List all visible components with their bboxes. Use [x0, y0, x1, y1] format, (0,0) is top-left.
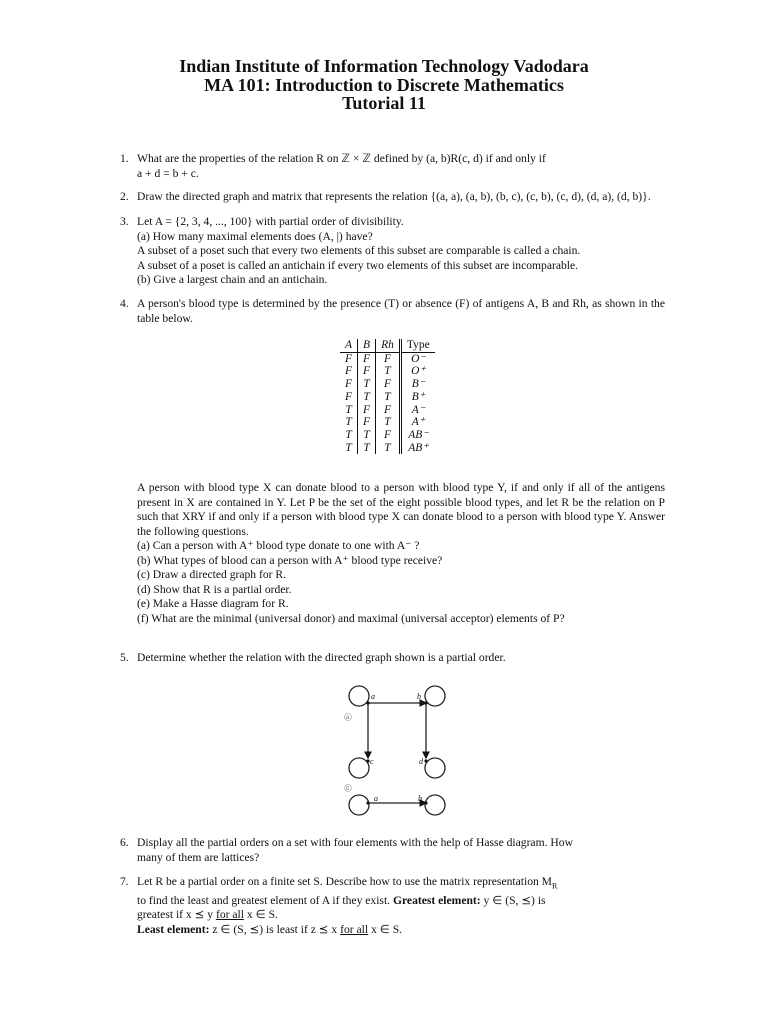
table-cell: AB⁺	[408, 441, 429, 454]
question-number: 1.	[120, 152, 129, 165]
question-number: 2.	[120, 190, 129, 203]
table-cell: T	[358, 378, 376, 391]
q7-line1: Let R be a partial order on a finite set S. Describe how to use the matrix representation M	[137, 875, 552, 888]
question-3	[120, 215, 665, 288]
q1-line2: a + d = b + c.	[137, 166, 199, 180]
q3-line3: A subset of a poset such that every two elements of this subset are comparable is called a chain.	[137, 244, 581, 257]
table-cell: A⁺	[411, 416, 425, 429]
least-element-label: Least element:	[137, 922, 210, 936]
course-title: MA 101: Introduction to Discrete Mathematics	[204, 75, 564, 95]
directed-graph-figure	[340, 680, 460, 825]
table-cell: T	[376, 365, 401, 378]
part-label-b: b	[346, 786, 350, 792]
table-cell: F	[358, 352, 376, 365]
q4-intro: A person's blood type is determined by the presence (T) or absence (F) of antigens A, B and Rh, as shown in the table below.	[137, 297, 665, 325]
table-cell: F	[358, 416, 376, 429]
question-1	[120, 152, 665, 181]
table-cell: F	[340, 378, 358, 391]
question-number: 7.	[120, 875, 129, 888]
node-label: d	[419, 757, 423, 766]
table-row	[340, 416, 435, 429]
table-cell: T	[340, 429, 358, 442]
part-label-a: a	[346, 715, 350, 721]
table-cell: T	[358, 442, 376, 455]
table-header: A	[340, 339, 358, 352]
loop-b	[425, 686, 445, 706]
loop-b2	[425, 795, 445, 815]
loop-d	[425, 758, 445, 778]
blood-type-table	[340, 339, 435, 454]
question-2	[120, 190, 745, 205]
q7-line3a: greatest if x ⪯ y	[137, 908, 214, 922]
q3-line5: (b) Give a largest chain and an antichain.	[137, 273, 328, 286]
table-cell: F	[340, 352, 358, 365]
node-label: b	[418, 794, 422, 803]
least-element-text: z ∈ (S, ⪯) is least if z ⪯ x	[212, 922, 338, 936]
q3-line1: Let A = {2, 3, 4, ..., 100} with partial order of divisibility.	[137, 215, 404, 228]
table-row	[340, 429, 435, 442]
table-cell: F	[358, 404, 376, 417]
q4-part-d: (d) Show that R is a partial order.	[137, 582, 292, 596]
table-cell: O⁺	[411, 365, 426, 378]
table-cell: F	[376, 404, 401, 417]
table-row	[340, 442, 435, 455]
table-row	[340, 352, 435, 365]
table-cell: F	[340, 365, 358, 378]
q6-line2: many of them are lattices?	[137, 850, 260, 864]
table-row	[340, 378, 435, 391]
question-4-body	[137, 481, 665, 626]
question-6	[120, 836, 665, 865]
table-cell: F	[358, 365, 376, 378]
q7-subscript: R	[552, 881, 558, 891]
loop-c	[349, 758, 369, 778]
q1-line1: What are the properties of the relation R on ℤ × ℤ defined by (a, b)R(c, d) if and only if	[137, 152, 546, 165]
question-4	[120, 297, 665, 326]
table-cell: T	[340, 442, 358, 455]
table-cell: T	[358, 391, 376, 404]
table-cell: B⁺	[411, 390, 425, 403]
table-cell: T	[376, 391, 401, 404]
q4-part-c: (c) Draw a directed graph for R.	[137, 568, 287, 581]
table-cell: O⁻	[411, 352, 426, 365]
q4-part-b: (b) What types of blood can a person with A⁺ blood type receive?	[137, 553, 443, 567]
table-cell: F	[376, 429, 401, 442]
node-label: a	[374, 794, 378, 803]
question-5	[120, 651, 665, 666]
q7-line2: to find the least and greatest element of A if they exist.	[137, 893, 391, 907]
question-number: 4.	[120, 297, 129, 310]
q7-line3b: x ∈ S.	[246, 908, 278, 922]
greatest-element-text: y ∈ (S, ⪯) is	[483, 893, 546, 907]
question-number: 3.	[120, 215, 129, 228]
question-number: 5.	[120, 651, 129, 664]
q5-text: Determine whether the relation with the directed graph shown is a partial order.	[137, 651, 506, 664]
institute-title: Indian Institute of Information Technology Vadodara	[179, 56, 589, 76]
table-header: Type	[400, 339, 434, 352]
loop-a	[349, 686, 369, 706]
q7-line4b: x ∈ S.	[371, 922, 403, 936]
q4-part-e: (e) Make a Hasse diagram for R.	[137, 597, 289, 610]
table-cell: T	[340, 404, 358, 417]
table-cell: A⁻	[411, 403, 425, 416]
table-cell: AB⁻	[408, 428, 429, 441]
table-cell: T	[340, 416, 358, 429]
table-cell: B⁻	[411, 378, 425, 391]
table-row	[340, 404, 435, 417]
tutorial-title: Tutorial 11	[342, 93, 426, 113]
table-row	[340, 391, 435, 404]
greatest-element-label: Greatest element:	[392, 893, 481, 907]
loop-a2	[349, 795, 369, 815]
forall-underlined: for all	[340, 922, 369, 936]
table-header: Rh	[376, 339, 401, 352]
forall-underlined: for all	[215, 908, 244, 922]
q3-line4: A subset of a poset is called an antichain if every two elements of this subset are incomparable.	[137, 258, 579, 272]
node-label: a	[371, 692, 375, 701]
question-number: 6.	[120, 836, 129, 849]
table-cell: F	[340, 391, 358, 404]
node-label: c	[370, 757, 374, 766]
q3-line2: (a) How many maximal elements does (A, |) have?	[137, 229, 373, 243]
q4-part-f: (f) What are the minimal (universal donor) and maximal (universal acceptor) elements of P?	[137, 611, 565, 625]
q2-text: Draw the directed graph and matrix that represents the relation {(a, a), (a, b), (b, c), (c, b), (c, d), (d, a), (d, b)}.	[137, 190, 651, 203]
table-header: B	[358, 339, 376, 352]
table-cell: T	[376, 442, 401, 455]
q4-part-a: (a) Can a person with A⁺ blood type donate to one with A⁻ ?	[137, 539, 420, 552]
node-label: b	[417, 692, 421, 701]
q6-line1: Display all the partial orders on a set with four elements with the help of Hasse diagram. How	[137, 836, 573, 849]
table-cell: T	[376, 416, 401, 429]
table-cell: F	[376, 352, 401, 365]
q4-paragraph: A person with blood type X can donate blood to a person with blood type Y, if and only if all of the antigens present in X are contained in Y. Let P be the set of the eight possible blood types, and let R be the relation on P such that XRY if and only if a person with blood type X can donate blood to a person with blood type Y. Answer the following questions.	[137, 481, 665, 538]
table-cell: F	[376, 378, 401, 391]
table-row	[340, 365, 435, 378]
table-cell: T	[358, 429, 376, 442]
question-7	[120, 875, 665, 937]
